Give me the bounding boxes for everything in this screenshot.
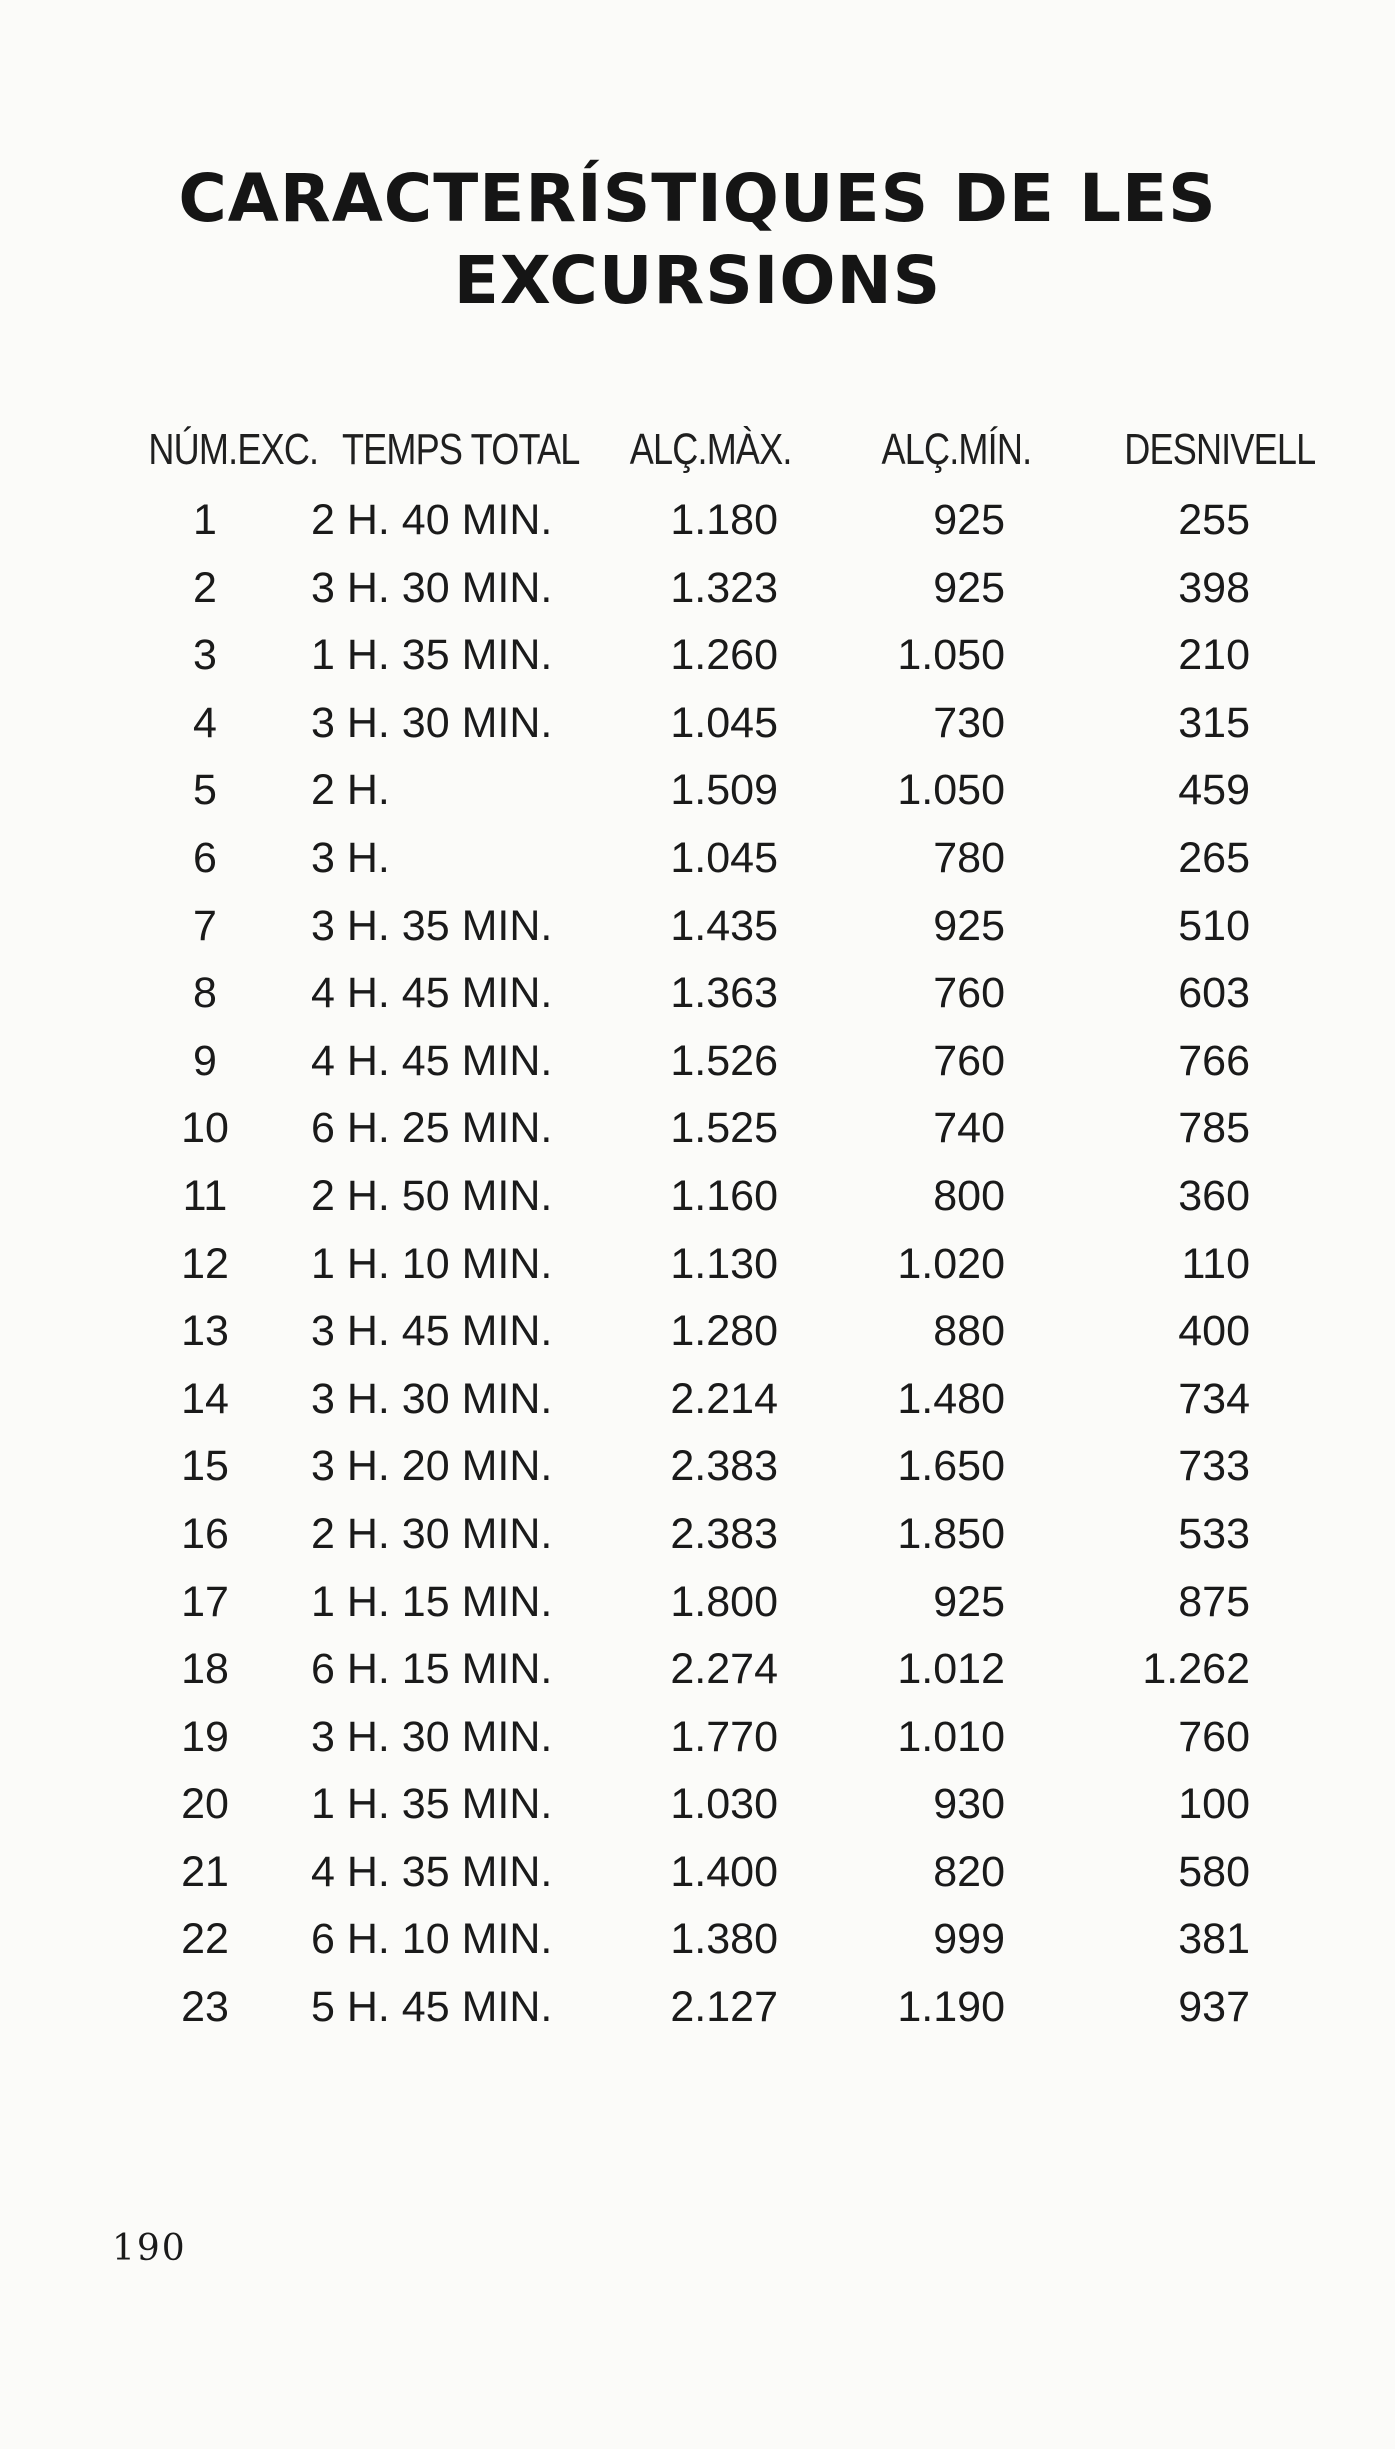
table-row xyxy=(0,631,1395,699)
cell-max-altitude: 1.045 xyxy=(670,698,778,747)
cell-min-altitude: 740 xyxy=(933,1104,1005,1153)
cell-num: 17 xyxy=(181,1577,229,1626)
header-min-altitude: ALÇ.MÍN. xyxy=(881,425,1032,474)
cell-min-altitude: 1.850 xyxy=(897,1509,1005,1558)
cell-max-altitude: 1.525 xyxy=(670,1104,778,1153)
cell-time: 2 H. 50 MIN. xyxy=(311,1171,553,1220)
cell-max-altitude: 2.383 xyxy=(670,1509,778,1558)
cell-max-altitude: 1.435 xyxy=(670,901,778,950)
cell-min-altitude: 1.012 xyxy=(897,1645,1005,1694)
cell-elevation-drop: 510 xyxy=(1178,901,1250,950)
cell-elevation-drop: 400 xyxy=(1178,1307,1250,1356)
cell-elevation-drop: 533 xyxy=(1178,1509,1250,1558)
cell-num: 8 xyxy=(193,969,217,1018)
cell-max-altitude: 1.323 xyxy=(670,563,778,612)
cell-max-altitude: 1.030 xyxy=(670,1780,778,1829)
cell-time: 2 H. 40 MIN. xyxy=(311,496,553,544)
cell-max-altitude: 1.260 xyxy=(670,631,778,680)
cell-max-altitude: 1.400 xyxy=(670,1847,778,1896)
cell-time: 3 H. 30 MIN. xyxy=(311,698,553,747)
cell-min-altitude: 925 xyxy=(933,496,1005,544)
cell-elevation-drop: 265 xyxy=(1178,833,1250,882)
table-row xyxy=(0,1713,1395,1781)
cell-elevation-drop: 398 xyxy=(1178,563,1250,612)
cell-time: 1 H. 15 MIN. xyxy=(311,1577,553,1626)
cell-num: 5 xyxy=(193,766,217,815)
cell-num: 18 xyxy=(181,1645,229,1694)
cell-min-altitude: 820 xyxy=(933,1847,1005,1896)
table-row xyxy=(0,1240,1395,1308)
cell-time: 3 H. xyxy=(311,833,390,882)
header-num: NÚM.EXC. xyxy=(148,425,319,474)
cell-max-altitude: 1.526 xyxy=(670,1036,778,1085)
cell-num: 16 xyxy=(181,1509,229,1558)
cell-max-altitude: 2.214 xyxy=(670,1374,778,1423)
cell-min-altitude: 1.650 xyxy=(897,1442,1005,1491)
table-row xyxy=(0,1510,1395,1578)
cell-elevation-drop: 937 xyxy=(1178,1983,1250,2032)
cell-time: 6 H. 10 MIN. xyxy=(311,1915,553,1964)
table-row xyxy=(0,969,1395,1037)
cell-time: 4 H. 45 MIN. xyxy=(311,969,553,1018)
cell-elevation-drop: 766 xyxy=(1178,1036,1250,1085)
cell-elevation-drop: 315 xyxy=(1178,698,1250,747)
cell-min-altitude: 1.020 xyxy=(897,1239,1005,1288)
cell-time: 5 H. 45 MIN. xyxy=(311,1983,553,2032)
cell-elevation-drop: 733 xyxy=(1178,1442,1250,1491)
page-title-line-1: CARACTERÍSTIQUES DE LES xyxy=(178,160,1217,237)
cell-time: 3 H. 20 MIN. xyxy=(311,1442,553,1491)
table-row xyxy=(0,1848,1395,1916)
cell-time: 3 H. 30 MIN. xyxy=(311,563,553,612)
cell-min-altitude: 925 xyxy=(933,901,1005,950)
header-max-altitude: ALÇ.MÀX. xyxy=(629,425,792,474)
page-number: 190 xyxy=(112,2228,187,2269)
cell-num: 20 xyxy=(181,1780,229,1829)
cell-elevation-drop: 760 xyxy=(1178,1712,1250,1761)
cell-max-altitude: 1.380 xyxy=(670,1915,778,1964)
cell-min-altitude: 730 xyxy=(933,698,1005,747)
cell-elevation-drop: 785 xyxy=(1178,1104,1250,1153)
cell-max-altitude: 1.160 xyxy=(670,1171,778,1220)
table-row xyxy=(0,1578,1395,1646)
table-row xyxy=(0,1780,1395,1848)
page-title xyxy=(0,158,1395,322)
cell-num: 2 xyxy=(193,563,217,612)
table-row xyxy=(0,834,1395,902)
cell-min-altitude: 999 xyxy=(933,1915,1005,1964)
cell-elevation-drop: 110 xyxy=(1181,1239,1250,1288)
excursions-table xyxy=(0,496,1395,2051)
cell-min-altitude: 925 xyxy=(933,563,1005,612)
cell-num: 3 xyxy=(193,631,217,680)
table-row xyxy=(0,1307,1395,1375)
table-header xyxy=(0,425,1316,485)
cell-time: 2 H. 30 MIN. xyxy=(311,1509,553,1558)
cell-max-altitude: 1.800 xyxy=(670,1577,778,1626)
cell-min-altitude: 930 xyxy=(933,1780,1005,1829)
cell-num: 6 xyxy=(193,833,217,882)
cell-time: 3 H. 30 MIN. xyxy=(311,1712,553,1761)
cell-elevation-drop: 210 xyxy=(1178,631,1250,680)
cell-time: 4 H. 35 MIN. xyxy=(311,1847,553,1896)
table-row xyxy=(0,496,1395,564)
header-time: TEMPS TOTAL xyxy=(341,425,580,474)
cell-time: 4 H. 45 MIN. xyxy=(311,1036,553,1085)
cell-max-altitude: 2.127 xyxy=(670,1983,778,2032)
cell-time: 1 H. 35 MIN. xyxy=(311,1780,553,1829)
cell-num: 15 xyxy=(181,1442,229,1491)
cell-elevation-drop: 255 xyxy=(1178,496,1250,544)
cell-min-altitude: 760 xyxy=(933,1036,1005,1085)
cell-min-altitude: 1.050 xyxy=(897,766,1005,815)
cell-max-altitude: 2.274 xyxy=(670,1645,778,1694)
cell-num: 22 xyxy=(181,1915,229,1964)
table-row xyxy=(0,1983,1395,2051)
cell-num: 10 xyxy=(181,1104,229,1153)
cell-max-altitude: 1.180 xyxy=(670,496,778,544)
cell-min-altitude: 780 xyxy=(933,833,1005,882)
cell-elevation-drop: 381 xyxy=(1178,1915,1250,1964)
cell-num: 13 xyxy=(181,1307,229,1356)
cell-num: 4 xyxy=(193,698,217,747)
table-row xyxy=(0,699,1395,767)
cell-elevation-drop: 734 xyxy=(1178,1374,1250,1423)
cell-min-altitude: 880 xyxy=(933,1307,1005,1356)
cell-max-altitude: 1.130 xyxy=(670,1239,778,1288)
cell-time: 3 H. 45 MIN. xyxy=(311,1307,553,1356)
cell-elevation-drop: 603 xyxy=(1178,969,1250,1018)
cell-max-altitude: 1.280 xyxy=(670,1307,778,1356)
table-row xyxy=(0,1104,1395,1172)
cell-elevation-drop: 1.262 xyxy=(1142,1645,1250,1694)
table-row xyxy=(0,1645,1395,1713)
cell-min-altitude: 1.480 xyxy=(897,1374,1005,1423)
cell-time: 6 H. 15 MIN. xyxy=(311,1645,553,1694)
cell-num: 23 xyxy=(181,1983,229,2032)
cell-num: 19 xyxy=(181,1712,229,1761)
cell-min-altitude: 1.010 xyxy=(897,1712,1005,1761)
cell-num: 14 xyxy=(181,1374,229,1423)
cell-time: 1 H. 10 MIN. xyxy=(311,1239,553,1288)
cell-max-altitude: 2.383 xyxy=(670,1442,778,1491)
cell-num: 11 xyxy=(182,1171,228,1220)
page-title-line-2: EXCURSIONS xyxy=(453,242,942,319)
cell-min-altitude: 800 xyxy=(933,1171,1005,1220)
table-row xyxy=(0,902,1395,970)
cell-time: 1 H. 35 MIN. xyxy=(311,631,553,680)
header-elevation-drop: DESNIVELL xyxy=(1124,425,1316,474)
table-row xyxy=(0,1915,1395,1983)
table-row xyxy=(0,1442,1395,1510)
table-row xyxy=(0,766,1395,834)
cell-elevation-drop: 100 xyxy=(1178,1780,1250,1829)
cell-num: 1 xyxy=(193,496,217,544)
cell-min-altitude: 925 xyxy=(933,1577,1005,1626)
cell-max-altitude: 1.363 xyxy=(670,969,778,1018)
cell-time: 6 H. 25 MIN. xyxy=(311,1104,553,1153)
table-row xyxy=(0,1375,1395,1443)
cell-num: 12 xyxy=(181,1239,229,1288)
cell-max-altitude: 1.509 xyxy=(670,766,778,815)
cell-min-altitude: 1.050 xyxy=(897,631,1005,680)
cell-num: 7 xyxy=(193,901,217,950)
cell-max-altitude: 1.045 xyxy=(670,833,778,882)
cell-time: 3 H. 35 MIN. xyxy=(311,901,553,950)
cell-min-altitude: 760 xyxy=(933,969,1005,1018)
cell-num: 9 xyxy=(193,1036,217,1085)
cell-min-altitude: 1.190 xyxy=(897,1983,1005,2032)
table-row xyxy=(0,564,1395,632)
table-row xyxy=(0,1037,1395,1105)
cell-time: 2 H. xyxy=(311,766,390,815)
cell-elevation-drop: 459 xyxy=(1178,766,1250,815)
cell-time: 3 H. 30 MIN. xyxy=(311,1374,553,1423)
cell-max-altitude: 1.770 xyxy=(670,1712,778,1761)
cell-elevation-drop: 875 xyxy=(1178,1577,1250,1626)
table-row xyxy=(0,1172,1395,1240)
cell-num: 21 xyxy=(181,1847,229,1896)
cell-elevation-drop: 360 xyxy=(1178,1171,1250,1220)
cell-elevation-drop: 580 xyxy=(1178,1847,1250,1896)
